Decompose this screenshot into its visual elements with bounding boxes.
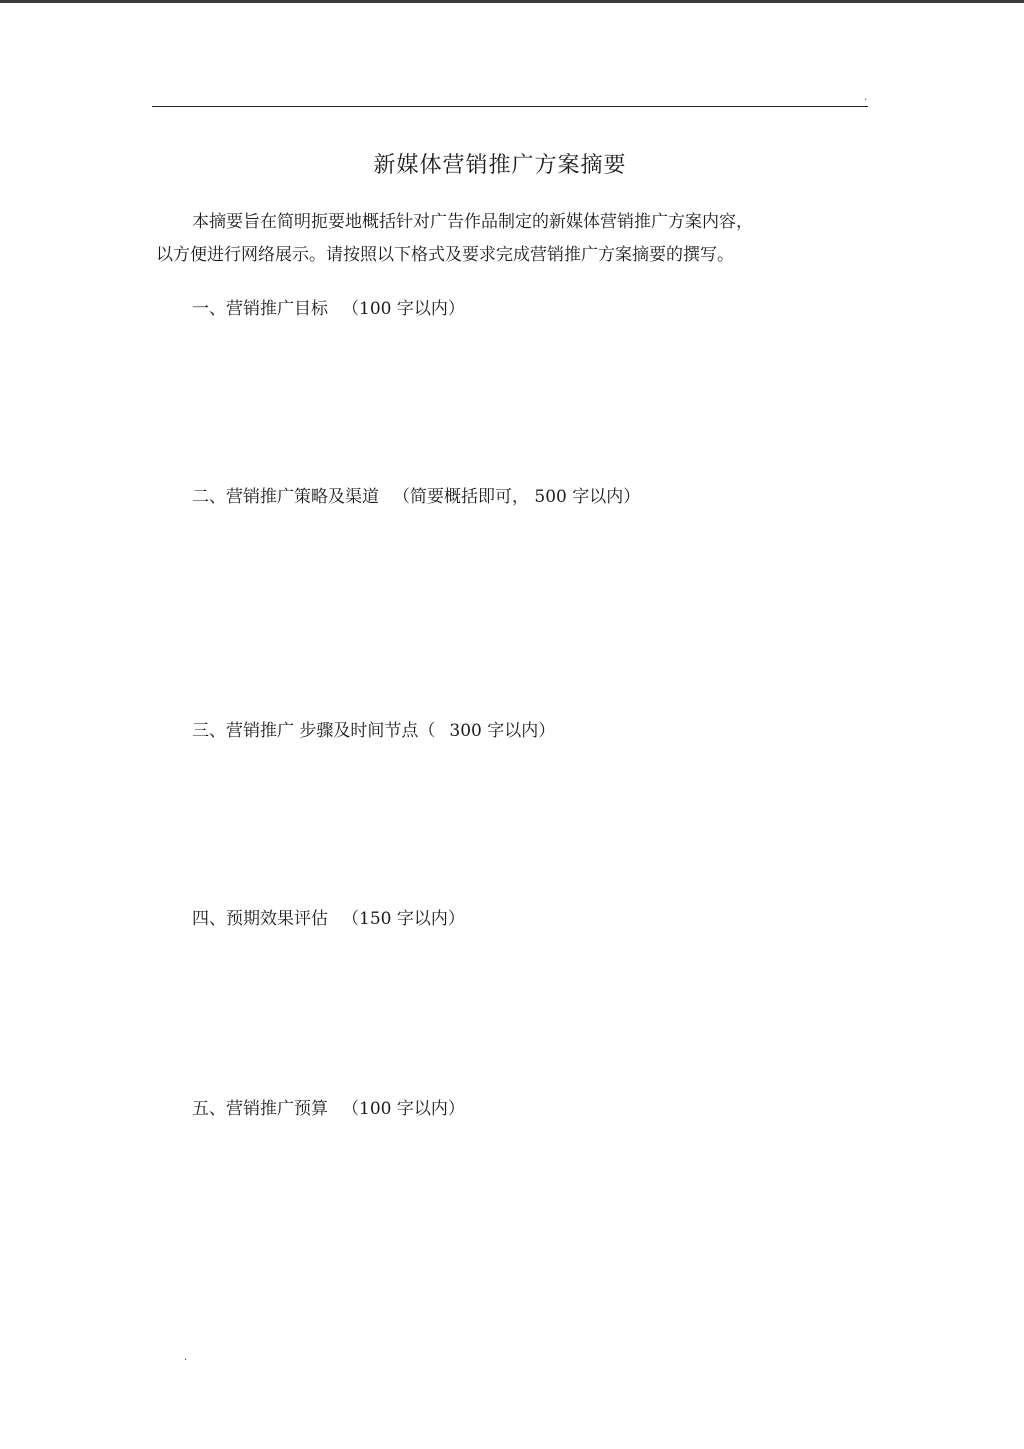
section-heading: 四、预期效果评估 <box>192 909 328 929</box>
intro-line-1: 本摘要旨在简明扼要地概括针对广告作品制定的新媒体营销推广方案内容， <box>192 212 753 232</box>
intro-paragraph <box>156 206 872 272</box>
section-heading: 二、营销推广策略及渠道 <box>192 487 379 507</box>
section-word-limit: 300 字以内） <box>449 721 556 741</box>
section-word-limit: （100 字以内） <box>342 1099 465 1119</box>
section-strategy-channels <box>192 482 640 507</box>
header-rule <box>152 106 868 107</box>
footer-dot: . <box>184 1352 188 1363</box>
page-title: 新媒体营销推广方案摘要 <box>373 153 627 178</box>
section-word-limit: （100 字以内） <box>342 299 465 319</box>
section-heading: 五、营销推广预算 <box>192 1099 328 1119</box>
section-expected-evaluation <box>192 904 465 929</box>
section-heading: 三、营销推广 步骤及时间节点（ <box>192 721 436 741</box>
section-heading: 一、营销推广目标 <box>192 299 328 319</box>
section-steps-timeline <box>192 716 555 741</box>
intro-line-2: 以方便进行网络展示。请按照以下格式及要求完成营销推广方案摘要的撰写。 <box>156 245 734 265</box>
section-budget <box>192 1094 465 1119</box>
header-dot: . <box>864 92 868 103</box>
section-word-limit: （简要概括即可， 500 字以内） <box>393 487 641 507</box>
section-word-limit: （150 字以内） <box>342 909 465 929</box>
page-top-border <box>0 0 1024 3</box>
section-marketing-goal <box>192 294 465 319</box>
